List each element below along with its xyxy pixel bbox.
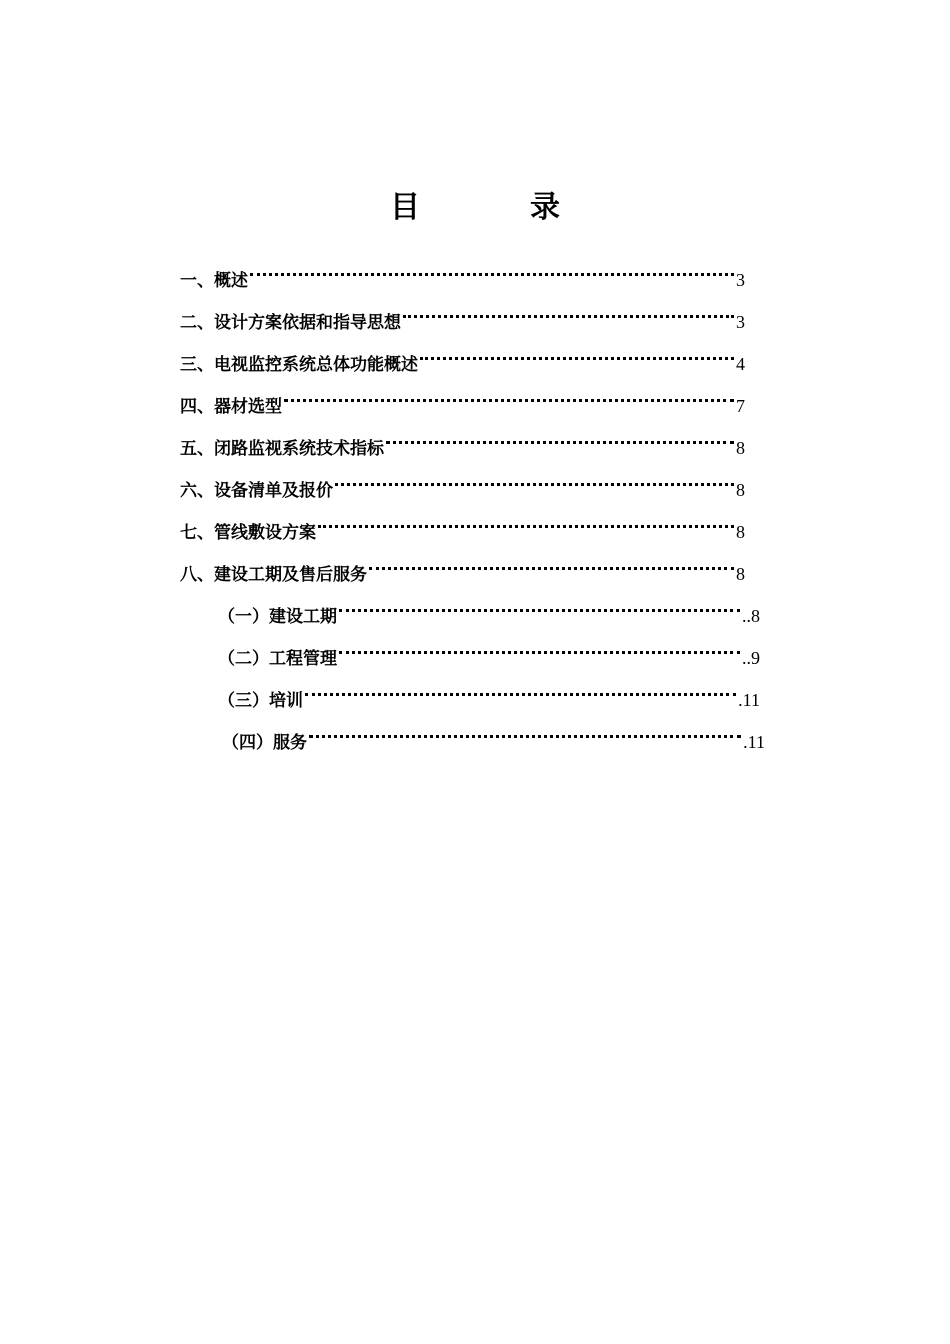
toc-leader-dots: [282, 382, 736, 412]
toc-leader-dots: [303, 676, 738, 706]
toc-entry-page: 7: [736, 396, 745, 416]
toc-entry-page: 4: [736, 354, 745, 374]
toc-entry[interactable]: [218, 676, 760, 711]
toc-entry-page: ..8: [742, 606, 760, 626]
toc-leader-dots: [337, 592, 742, 622]
toc-entry-label: 八、建设工期及售后服务: [180, 565, 367, 585]
toc-leader-dots: [337, 634, 742, 664]
toc-entry-label: 二、设计方案依据和指导思想: [180, 313, 401, 333]
toc-leader-dots: [333, 466, 736, 496]
toc-title: 目 录: [390, 190, 600, 225]
toc-entry[interactable]: [180, 424, 745, 459]
toc-entry[interactable]: [180, 340, 745, 375]
toc-leader-dots: [248, 256, 736, 286]
toc-leader-dots: [401, 298, 736, 328]
toc-entry-page: 3: [736, 312, 745, 332]
toc-leader-dots: [384, 424, 736, 454]
toc-entry-page: 3: [736, 270, 745, 290]
toc-entry-page: 8: [736, 480, 745, 500]
toc-entry[interactable]: [218, 592, 760, 627]
toc-entry-page: 8: [736, 438, 745, 458]
toc-entry[interactable]: [180, 550, 745, 585]
toc-entry-page: .11: [738, 690, 760, 710]
toc-entry[interactable]: [222, 718, 765, 753]
toc-entry-page: 8: [736, 564, 745, 584]
toc-entry[interactable]: [180, 382, 745, 417]
toc-entry-page: .11: [743, 732, 765, 752]
toc-entry-label: 一、概述: [180, 271, 248, 291]
toc-entry-label: 六、设备清单及报价: [180, 481, 333, 501]
toc-entry-label: 五、闭路监视系统技术指标: [180, 439, 384, 459]
toc-entry-page: 8: [736, 522, 745, 542]
toc-leader-dots: [316, 508, 736, 538]
toc-leader-dots: [418, 340, 736, 370]
toc-entry-label: （二）工程管理: [218, 649, 337, 669]
toc-entry[interactable]: [180, 298, 745, 333]
toc-entry[interactable]: [180, 508, 745, 543]
toc-entry[interactable]: [180, 466, 745, 501]
toc-entry-label: （一）建设工期: [218, 607, 337, 627]
toc-entry[interactable]: [218, 634, 760, 669]
toc-leader-dots: [307, 718, 743, 748]
toc-entry-label: 七、管线敷设方案: [180, 523, 316, 543]
toc-entry-label: 三、电视监控系统总体功能概述: [180, 355, 418, 375]
toc-entry-label: 四、器材选型: [180, 397, 282, 417]
toc-entry-page: ..9: [742, 648, 760, 668]
toc-leader-dots: [367, 550, 736, 580]
toc-entry-label: （三）培训: [218, 691, 303, 711]
toc-entry-label: （四）服务: [222, 733, 307, 753]
toc-entry[interactable]: [180, 256, 745, 291]
